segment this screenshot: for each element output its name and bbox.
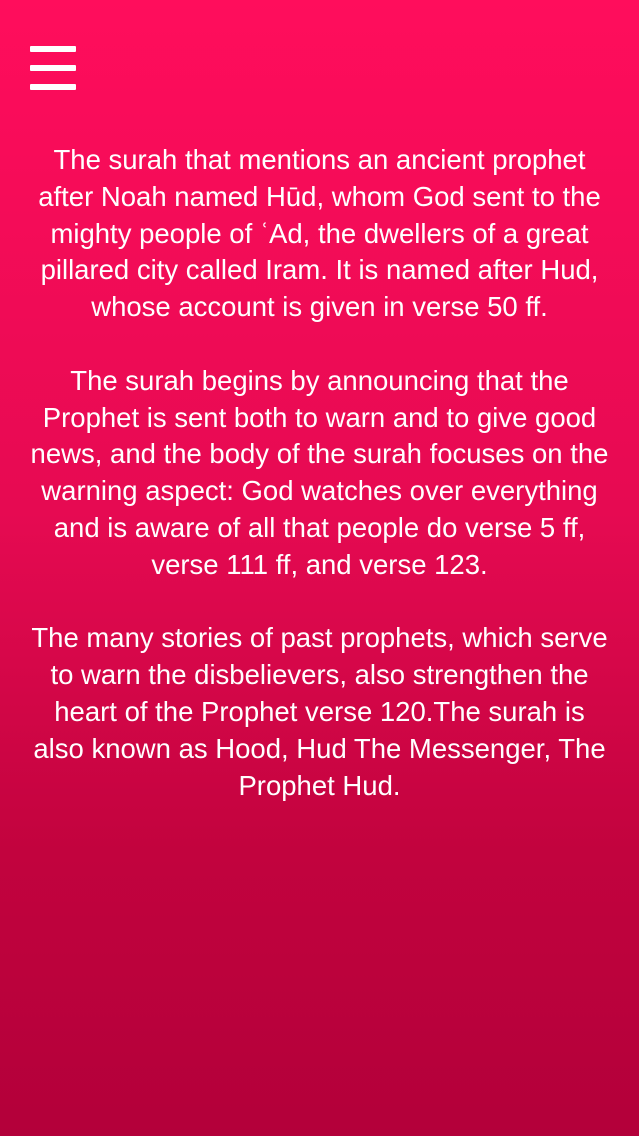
menu-button[interactable] xyxy=(30,46,76,90)
description-paragraph-2: The surah begins by announcing that the Prophet is sent both to warn and to give good news, and the body of the surah focuses on the warning aspect: God watches over everything and is aware of all that people do verse 5 ff, verse 111 ff, and verse 123. xyxy=(30,364,609,580)
description-paragraph-1: The surah that mentions an ancient prophet after Noah named Hūd, whom God sent to the mighty people of ʿAd, the dwellers of a great pillared city called Iram. It is named after Hud, whose account is given in verse 50 ff. xyxy=(38,144,601,323)
description-paragraph-3: The many stories of past prophets, which serve to warn the disbelievers, also strengthen the heart of the Prophet verse 120.The surah is also known as Hood, Hud The Messenger, The Prophet Hud. xyxy=(31,622,608,801)
surah-description xyxy=(28,142,611,841)
